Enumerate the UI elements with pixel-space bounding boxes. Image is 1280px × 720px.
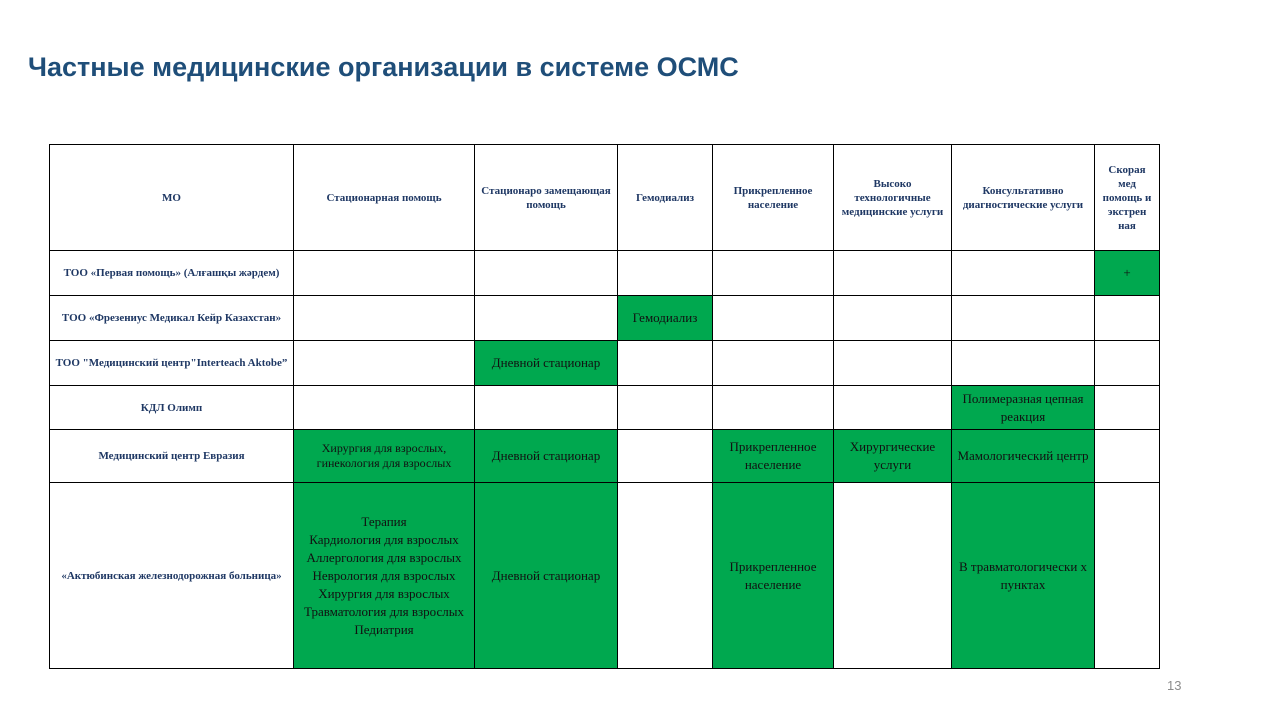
header-attached-population: Прикрепленное население: [713, 145, 834, 251]
table-row: [50, 386, 1160, 430]
header-mo: МО: [50, 145, 294, 251]
table-cell: [475, 296, 618, 341]
row-mo-name: ТОО «Фрезениус Медикал Кейр Казахстан»: [50, 296, 294, 341]
table-cell-highlight: Дневной стационар: [475, 430, 618, 483]
table-row: [50, 251, 1160, 296]
table-row: [50, 341, 1160, 386]
table-cell: [834, 296, 952, 341]
table-cell: [952, 251, 1095, 296]
table-cell: [618, 483, 713, 669]
table-cell: [618, 430, 713, 483]
table-row: [50, 430, 1160, 483]
table-cell-highlight: Хирургические услуги: [834, 430, 952, 483]
slide-title: Частные медицинские организации в системе ОСМС: [28, 52, 739, 82]
row-mo-name: ТОО "Медицинский центр"Interteach Aktobe”: [50, 341, 294, 386]
table-cell: [713, 251, 834, 296]
table-cell-highlight: +: [1095, 251, 1160, 296]
header-emergency: Скорая мед помощь и экстрен ная: [1095, 145, 1160, 251]
table-header-row: [50, 145, 1160, 251]
table-cell: [294, 251, 475, 296]
table-cell-highlight: Дневной стационар: [475, 341, 618, 386]
table-cell: [618, 386, 713, 430]
table-cell: [952, 341, 1095, 386]
header-day-hospital: Стационаро замещающая помощь: [475, 145, 618, 251]
table-cell: [618, 341, 713, 386]
table-cell-highlight: Прикрепленное население: [713, 430, 834, 483]
table-cell-highlight: Хирургия для взрослых, гинекология для взрослых: [294, 430, 475, 483]
table-cell: [475, 251, 618, 296]
table-cell: [294, 386, 475, 430]
table-cell: [952, 296, 1095, 341]
header-hemodialysis: Гемодиализ: [618, 145, 713, 251]
table-cell-highlight: Прикрепленное население: [713, 483, 834, 669]
table-cell: [1095, 341, 1160, 386]
header-inpatient: Стационарная помощь: [294, 145, 475, 251]
table-cell-highlight: Дневной стационар: [475, 483, 618, 669]
table-cell: [1095, 386, 1160, 430]
header-consultative: Консультативно диагностические услуги: [952, 145, 1095, 251]
table-cell-highlight: В травматологически х пунктах: [952, 483, 1095, 669]
table-cell: [1095, 296, 1160, 341]
row-mo-name: «Актюбинская железнодорожная больница»: [50, 483, 294, 669]
table-cell: [834, 341, 952, 386]
table-cell: [475, 386, 618, 430]
row-mo-name: ТОО «Первая помощь» (Алғашқы жәрдем): [50, 251, 294, 296]
table-cell: [294, 341, 475, 386]
table-cell: [834, 483, 952, 669]
table-cell: [618, 251, 713, 296]
table-cell-highlight: Гемодиализ: [618, 296, 713, 341]
table-cell: [834, 251, 952, 296]
table-cell-highlight: Мамологический центр: [952, 430, 1095, 483]
table-cell: [713, 386, 834, 430]
organizations-table: [49, 144, 1160, 669]
page-number: 13: [1167, 678, 1182, 693]
row-mo-name: Медицинский центр Евразия: [50, 430, 294, 483]
table-cell: [1095, 430, 1160, 483]
table-cell-highlight: Терапия Кардиология для взрослых Аллергология для взрослых Неврология для взрослых Хирургия для взрослых Травматология для взрослых Педиатрия: [294, 483, 475, 669]
table-cell-highlight: Полимеразная цепная реакция: [952, 386, 1095, 430]
table-row: [50, 296, 1160, 341]
table-cell: [713, 341, 834, 386]
row-mo-name: КДЛ Олимп: [50, 386, 294, 430]
table-cell: [834, 386, 952, 430]
table-cell: [294, 296, 475, 341]
header-high-tech: Высоко технологичные медицинские услуги: [834, 145, 952, 251]
table-cell: [1095, 483, 1160, 669]
table-row: [50, 483, 1160, 669]
table-cell: [713, 296, 834, 341]
